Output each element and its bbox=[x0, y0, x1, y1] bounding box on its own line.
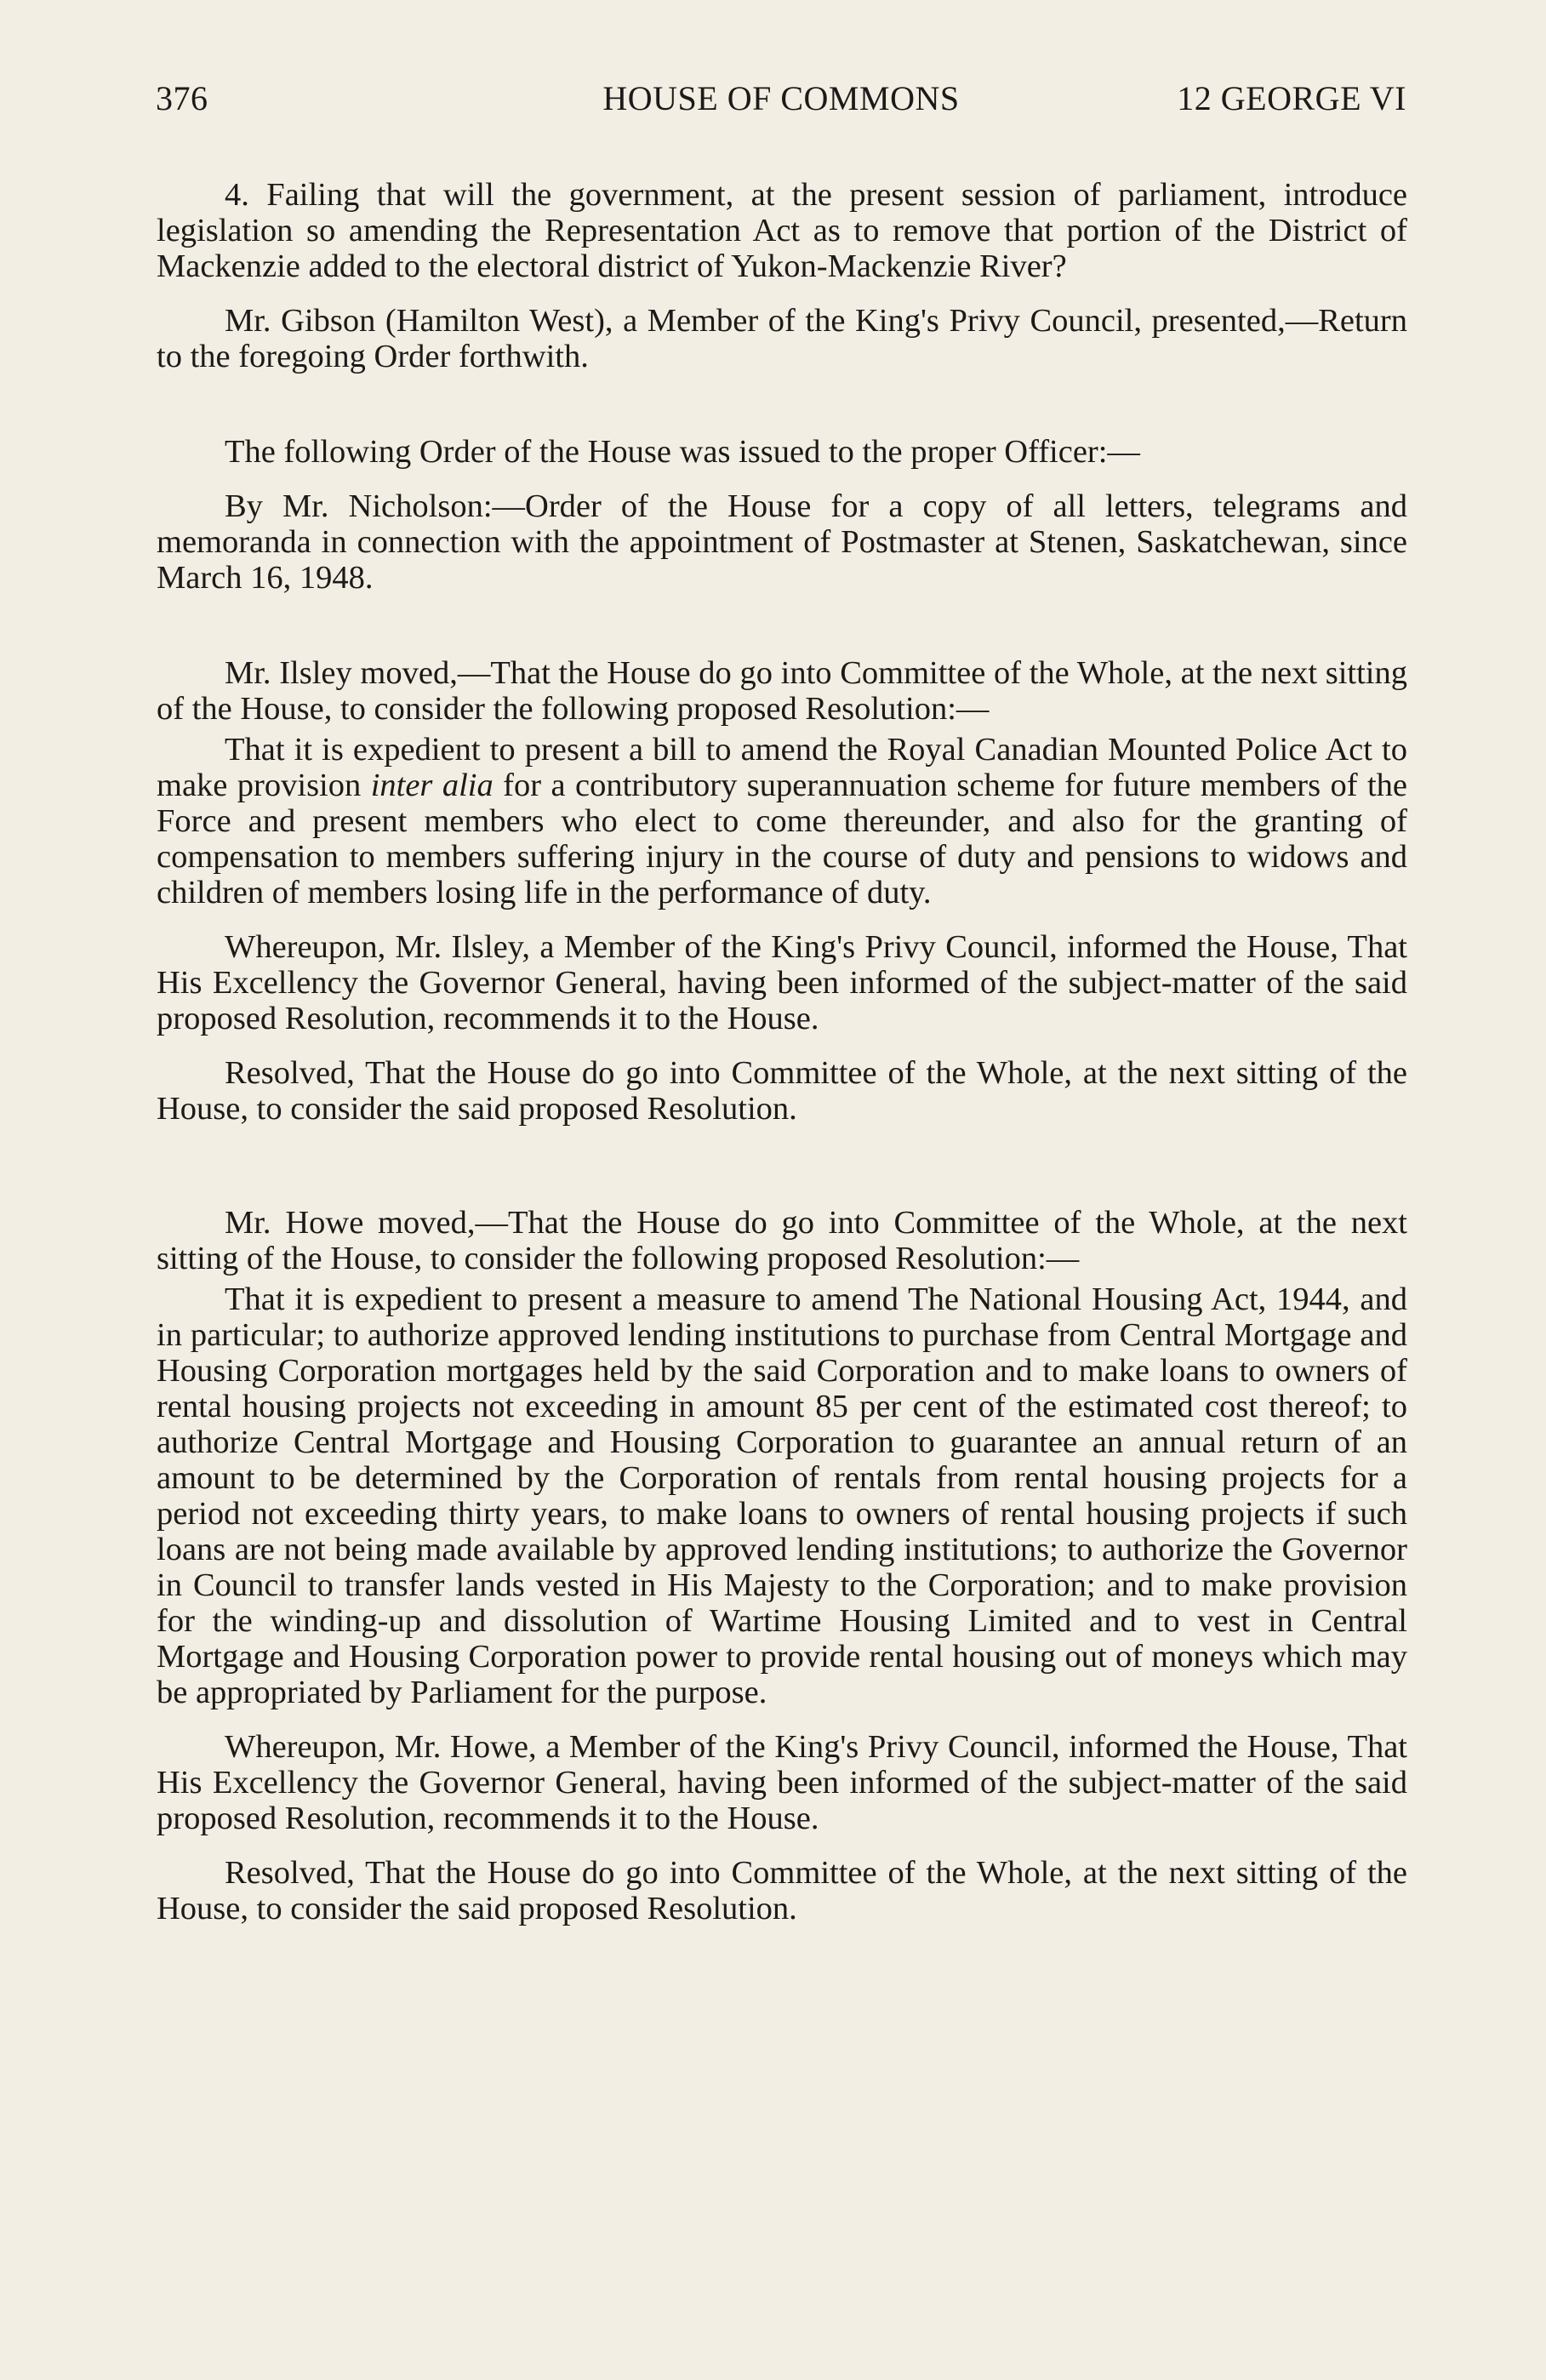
page-body bbox=[157, 177, 1407, 1926]
page-header bbox=[156, 78, 1406, 129]
page-number: 376 bbox=[156, 79, 208, 117]
order-intro-paragraph: The following Order of the House was issued to the proper Officer:— bbox=[225, 434, 1140, 470]
return-paragraph: Mr. Gibson (Hamilton West), a Member of the King's Privy Council, presented,—Return to the foregoing Order forthwith. bbox=[157, 303, 1407, 374]
resolution-text-start: That it is expedient to present a bill to amend the Royal Canadian Mounted Police Act to make provision bbox=[157, 732, 1407, 803]
regnal-year: 12 GEORGE VI bbox=[1177, 79, 1406, 117]
question-paragraph: 4. Failing that will the government, at the present session of parliament, introduce legislation so amending the Representation Act as to remove that portion of the District of Mackenzie added to the electoral district of Yukon-Mackenzie River? bbox=[157, 177, 1407, 284]
ilsley-recommendation-paragraph: Whereupon, Mr. Ilsley, a Member of the King's Privy Council, informed the House, That His Excellency the Governor General, having been informed of the subject-matter of the said proposed Resolution, recommends it to the House. bbox=[157, 929, 1407, 1036]
ilsley-resolution-paragraph bbox=[157, 732, 1407, 910]
howe-resolution-paragraph: That it is expedient to present a measure to amend The National Housing Act, 1944, and in particular; to authorize approved lending institutions to purchase from Central Mortgage and Housing Corporation mortgages held by the said Corporation and to make loans to owners of rental housing projects not exceeding in amount 85 per cent of the estimated cost thereof; to authorize Central Mortgage and Housing Corporation to guarantee an annual return of an amount to be determined by the Corporation of rentals from rental housing projects for a period not exceeding thirty years, to make loans to owners of rental housing projects if such loans are not being made available by approved lending institutions; to authorize the Governor in Council to transfer lands vested in His Majesty to the Corporation; and to make provision for the winding-up and dissolution of Wartime Housing Limited and to vest in Central Mortgage and Housing Corporation power to provide rental housing out of moneys which may be appropriated by Parliament for the purpose. bbox=[157, 1281, 1407, 1710]
latin-phrase: inter alia bbox=[370, 768, 493, 803]
howe-motion-paragraph: Mr. Howe moved,—That the House do go into Committee of the Whole, at the next sitting of the House, to consider the following proposed Resolution:— bbox=[157, 1205, 1407, 1276]
howe-resolved-paragraph: Resolved, That the House do go into Committee of the Whole, at the next sitting of the House, to consider the said proposed Resolution. bbox=[157, 1855, 1407, 1926]
howe-recommendation-paragraph: Whereupon, Mr. Howe, a Member of the King's Privy Council, informed the House, That His Excellency the Governor General, having been informed of the subject-matter of the said proposed Resolution, recommends it to the House. bbox=[157, 1729, 1407, 1836]
running-title: HOUSE OF COMMONS bbox=[602, 79, 960, 117]
order-paragraph: By Mr. Nicholson:—Order of the House for a copy of all letters, telegrams and memoranda in connection with the appointment of Postmaster at Stenen, Saskatchewan, since March 16, 1948. bbox=[157, 488, 1407, 596]
resolution-text-end: for a contributory superannuation scheme for future members of the Force and present members who elect to come thereunder, and also for the granting of compensation to members suffering injury in the course of duty and pensions to widows and children of members losing life in the performance of duty. bbox=[157, 768, 1408, 910]
ilsley-resolved-paragraph: Resolved, That the House do go into Committee of the Whole, at the next sitting of the House, to consider the said proposed Resolution. bbox=[157, 1055, 1407, 1127]
ilsley-motion-paragraph: Mr. Ilsley moved,—That the House do go into Committee of the Whole, at the next sitting of the House, to consider the following proposed Resolution:— bbox=[157, 655, 1407, 727]
